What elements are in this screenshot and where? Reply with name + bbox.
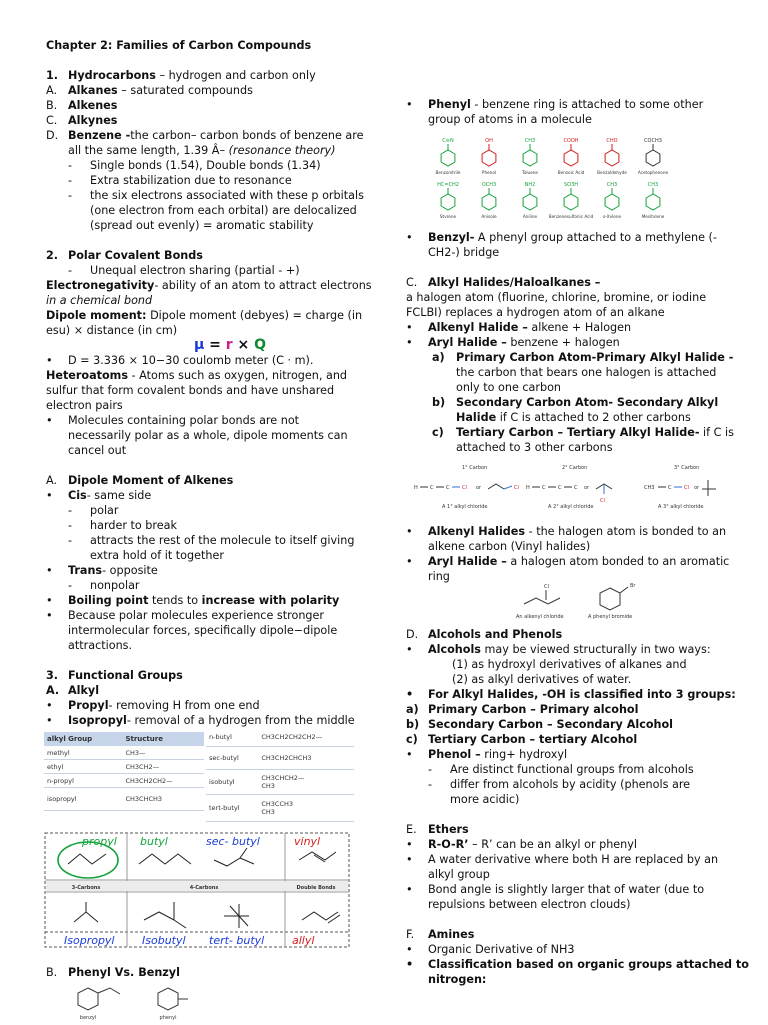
label-4-carbons: 4-Carbons: [189, 885, 219, 891]
svg-text:C: C: [558, 485, 562, 491]
svg-text:Br: Br: [630, 583, 636, 589]
table-row: isopropyl CH3CHCH3: [44, 788, 204, 811]
left-column: [46, 38, 372, 728]
table-row: isobutyl CH3CHCH2— CH3: [206, 770, 354, 795]
alcohols-way-2: (2) as alkyl derivatives of water.: [452, 673, 632, 686]
alkyl-heading: A. Alkyl: [46, 684, 100, 697]
svg-text:Cl: Cl: [514, 485, 519, 491]
benzene-sub1: - Single bonds (1.54), Double bonds (1.34): [68, 159, 321, 172]
molecules-line2: necessarily polar as a whole, dipole moments can: [68, 429, 348, 442]
water-derivative-bullet: • A water derivative where both H are replaced by an: [406, 853, 719, 866]
caption-3-chloride: A 3° alkyl chloride: [658, 504, 704, 510]
item-benzene: D. Benzene -the carbon– carbon bonds of benzene are: [46, 129, 364, 142]
substituent-label: COOH: [563, 138, 579, 144]
hand-isopropyl: Isopropyl: [64, 934, 115, 947]
svg-text:C: C: [668, 485, 672, 491]
dipole-moment: Dipole moment: Dipole moment (debyes) = charge (in: [46, 309, 363, 322]
heteroatoms-line3: electron pairs: [46, 399, 123, 412]
molecules-line3: cancel out: [68, 444, 127, 457]
compound-name: o-Xylene: [602, 214, 622, 218]
secondary-halide-line2: Halide if C is attached to 2 other carbons: [456, 411, 691, 424]
section-polar-bonds: 2. Polar Covalent Bonds: [46, 249, 203, 262]
because-line3: attractions.: [68, 639, 133, 652]
substituent-label: NH2: [524, 182, 536, 188]
phenol-bullet: • Phenol – ring+ hydroxyl: [406, 748, 568, 761]
alcohols-phenols-heading: D. Alcohols and Phenols: [406, 628, 563, 641]
substituent-label: COCH3: [644, 138, 662, 144]
alkyl-halides-heading: C. Alkyl Halides/Haloalkanes –: [406, 276, 601, 289]
dipole-moment-line2: esu) × distance (in cm): [46, 324, 178, 337]
tertiary-halide-item: c) Tertiary Carbon – Tertiary Alkyl Halide- if C is: [432, 426, 734, 439]
water-derivative-line2: alkyl group: [428, 868, 490, 881]
aryl-halide-line2: ring: [428, 570, 450, 583]
alkyl-sketch-svg: [44, 830, 350, 950]
substituent-label: C≡N: [442, 138, 454, 144]
table-row: sec-butyl CH3CH2CHCH3: [206, 747, 354, 770]
cis-sub3: - attracts the rest of the molecule to itself giving: [68, 534, 355, 547]
ror-bullet: • R-O-R’ – R’ can be an alkyl or phenyl: [406, 838, 637, 851]
vinyl-phenyl-svg: [512, 580, 660, 620]
svg-text:C: C: [574, 485, 578, 491]
tertiary-halide-line2: attached to 3 other carbons: [456, 441, 613, 454]
compound-name: Benzaldehyde: [597, 170, 627, 175]
substituent-label: OH: [485, 138, 493, 144]
alkyl-halides-oh-bullet: • For Alkyl Halides, -OH is classified into 3 groups:: [406, 688, 736, 701]
label-double-bonds: Double Bonds: [296, 885, 336, 891]
item-alkanes: A. Alkanes – saturated compounds: [46, 84, 253, 97]
compound-name: Aniline: [522, 214, 538, 218]
aryl-halide-bullet-2: • Aryl Halide – a halogen atom bonded to an aromatic: [406, 555, 730, 568]
compound-name: Styrene: [439, 214, 457, 218]
label-3-carbon: 3° Carbon: [674, 465, 700, 471]
label-3-carbons: 3-Carbons: [71, 885, 101, 891]
alcohols-way-1: (1) as hydroxyl derivatives of alkanes and: [452, 658, 687, 671]
amines-heading: F. Amines: [406, 928, 475, 941]
phenyl-line2: group of atoms in a molecule: [428, 113, 592, 126]
phenol-sub2-line2: more acidic): [450, 793, 520, 806]
phenol-sub2: - differ from alcohols by acidity (phenols are: [428, 778, 691, 791]
right-column-halides: [406, 524, 730, 584]
benzene-ring: [564, 194, 578, 210]
substituent-label: CHO: [606, 138, 618, 144]
molecules-bullet: • Molecules containing polar bonds are not: [46, 414, 300, 427]
benzene-ring: [441, 194, 455, 210]
alcohols-bullet: • Alcohols may be viewed structurally in two ways:: [406, 643, 711, 656]
benzyl-line2: CH2-) bridge: [428, 246, 500, 259]
heteroatoms-line2: sulfur that form covalent bonds and have unshared: [46, 384, 335, 397]
svg-text:or: or: [584, 485, 590, 491]
nh3-bullet: • Organic Derivative of NH3: [406, 943, 575, 956]
substituent-label: HC=CH2: [437, 182, 459, 188]
substituent-label: CH3: [606, 182, 618, 188]
bond-angle-line2: repulsions between electron clouds): [428, 898, 631, 911]
hand-sec-butyl: sec- butyl: [206, 835, 260, 848]
benzene-ring: [564, 150, 578, 166]
hand-propyl: propyl: [82, 835, 117, 848]
right-column-bottom: [406, 627, 749, 987]
phenyl-bullet: • Phenyl - benzene ring is attached to some other: [406, 98, 704, 111]
benzene-line2: all the same length, 1.39 Â– (resonance theory): [68, 144, 336, 157]
label-1-carbon: 1° Carbon: [462, 465, 488, 471]
compound-name: Benzonitrile: [435, 170, 461, 175]
bond-angle-bullet: • Bond angle is slightly larger that of water (due to: [406, 883, 705, 896]
benzene-ring: [646, 150, 660, 166]
isopropyl-bullet: • Isopropyl- removal of a hydrogen from the middle: [46, 714, 355, 727]
alcohol-group-a: a) Primary Carbon – Primary alcohol: [406, 703, 639, 716]
substituent-label: CH3: [647, 182, 659, 188]
svg-text:C: C: [542, 485, 546, 491]
svg-text:Cl: Cl: [462, 485, 467, 491]
benzyl-phenyl-svg: [70, 982, 220, 1022]
benzene-ring: [605, 150, 619, 166]
item-alkenes: B. Alkenes: [46, 99, 118, 112]
hand-vinyl: vinyl: [294, 835, 321, 848]
primary-halide-item: a) Primary Carbon Atom-Primary Alkyl Halide -: [432, 351, 734, 364]
hand-tert-butyl: tert- butyl: [209, 934, 265, 947]
svg-text:or: or: [476, 485, 482, 491]
compound-name: Benzoic Acid: [557, 170, 585, 175]
hand-isobutyl: Isobutyl: [142, 934, 186, 947]
caption-alkenyl-chloride: An alkenyl chloride: [516, 614, 564, 620]
primary-halide-line2: the carbon that bears one halogen is attached: [456, 366, 717, 379]
because-line2: intermolecular forces, specifically dipole−dipole: [68, 624, 338, 637]
svg-text:or: or: [694, 485, 700, 491]
caption-1-chloride: A 1° alkyl chloride: [442, 504, 488, 510]
classification-bullet: • Classification based on organic groups attached to: [406, 958, 749, 971]
vinyl-phenyl-halide-figure: [512, 580, 660, 620]
propyl-bullet: • Propyl- removing H from one end: [46, 699, 260, 712]
alkyl-chlorides-figure: [412, 460, 730, 512]
chapter-title: Chapter 2: Families of Carbon Compounds: [46, 39, 312, 52]
benzyl-phenyl-figure: [70, 982, 220, 1022]
debye-equation: • D = 3.336 × 10−30 coulomb meter (C · m).: [46, 354, 314, 367]
aryl-halide-bullet: • Aryl Halide – benzene + halogen: [406, 336, 620, 349]
phenyl-vs-benzyl-heading: B. Phenyl Vs. Benzyl: [46, 966, 180, 979]
classification-line2: nitrogen:: [428, 973, 487, 986]
substituent-label: SO3H: [563, 182, 579, 188]
ethers-heading: E. Ethers: [406, 823, 469, 836]
aromatic-compounds-figure: [430, 128, 680, 218]
col-structure: Structure: [122, 732, 204, 746]
substituent-label: OCH3: [481, 182, 497, 188]
benzyl-bullet: • Benzyl- A phenyl group attached to a methylene (-: [406, 231, 717, 244]
trans-sub1: - nonpolar: [68, 579, 140, 592]
cis-bullet: • Cis- same side: [46, 489, 152, 502]
right-column-top: [406, 97, 726, 127]
dipole-formula: μ = r × Q: [193, 337, 267, 353]
compound-name: Toluene: [521, 170, 539, 175]
benzene-ring: [523, 194, 537, 210]
svg-text:CH3: CH3: [644, 485, 655, 491]
alkyl-skeletal-sketch: [44, 830, 350, 950]
table-row: tert-butyl CH3CCH3 CH3: [206, 795, 354, 822]
benzene-sub3-line3: (spread out evenly) = aromatic stability: [90, 219, 314, 232]
hand-allyl: allyl: [292, 934, 315, 947]
benzene-ring: [646, 194, 660, 210]
benzene-sub3: - the six electrons associated with these p orbitals: [68, 189, 364, 202]
table-row: n-propyl CH3CH2CH2—: [44, 774, 204, 788]
benzene-sub2: - Extra stabilization due to resonance: [68, 174, 292, 187]
alkyl-chlorides-svg: [412, 460, 730, 512]
item-alkynes: C. Alkynes: [46, 114, 118, 127]
phenyl-caption: phenyl: [159, 1015, 177, 1021]
polar-sub1: - Unequal electron sharing (partial - +): [68, 264, 300, 277]
alcohol-group-c: c) Tertiary Carbon – tertiary Alcohol: [406, 733, 638, 746]
alkenyl-halides-bullet: • Alkenyl Halides - the halogen atom is bonded to an: [406, 525, 727, 538]
secondary-halide-item: b) Secondary Carbon Atom- Secondary Alkyl: [432, 396, 719, 409]
phenol-sub1: - Are distinct functional groups from alcohols: [428, 763, 694, 776]
benzene-ring: [605, 194, 619, 210]
section-functional-groups: 3. Functional Groups: [46, 669, 183, 682]
section-hydrocarbons: 1. Hydrocarbons – hydrogen and carbon only: [46, 69, 316, 82]
label-2-carbon: 2° Carbon: [562, 465, 588, 471]
caption-2-chloride: A 2° alkyl chloride: [548, 504, 594, 510]
alkenyl-halide-bullet: • Alkenyl Halide – alkene + Halogen: [406, 321, 632, 334]
svg-text:C: C: [430, 485, 434, 491]
dipole-alkenes-heading: A. Dipole Moment of Alkenes: [46, 474, 234, 487]
svg-text:H: H: [526, 485, 530, 491]
trans-bullet: • Trans- opposite: [46, 564, 158, 577]
benzene-ring: [441, 150, 455, 166]
compound-name: Benzenesulfonic Acid: [548, 214, 594, 218]
svg-text:C: C: [446, 485, 450, 491]
caption-phenyl-bromide: A phenyl bromide: [588, 614, 633, 620]
table-row: methyl CH3—: [44, 746, 204, 760]
benzene-sub3-line2: (one electron from each orbital) are delocalized: [90, 204, 357, 217]
boiling-point-bullet: • Boiling point tends to increase with polarity: [46, 594, 340, 607]
col-alkyl-group: alkyl Group: [44, 732, 122, 746]
compound-name: Phenol: [481, 170, 497, 175]
hand-butyl: butyl: [140, 835, 168, 848]
compound-name: Mesitylene: [641, 214, 665, 218]
electronegativity: Electronegativity- ability of an atom to attract electrons: [46, 279, 372, 292]
svg-text:Cl: Cl: [684, 485, 689, 491]
svg-text:Cl: Cl: [544, 584, 549, 590]
benzene-ring: [482, 194, 496, 210]
table-row: ethyl CH3CH2—: [44, 760, 204, 774]
electronegativity-line2: in a chemical bond: [46, 294, 153, 307]
heteroatoms: Heteroatoms - Atoms such as oxygen, nitrogen, and: [46, 369, 348, 382]
substituent-label: CH3: [524, 138, 536, 144]
benzene-ring: [482, 150, 496, 166]
compound-name: Anisole: [481, 214, 497, 218]
svg-text:H: H: [414, 485, 418, 491]
cis-sub1: - polar: [68, 504, 119, 517]
alcohol-group-b: b) Secondary Carbon – Secondary Alcohol: [406, 718, 673, 731]
table-row: n-butyl CH3CH2CH2CH2—: [206, 728, 354, 747]
svg-text:Cl: Cl: [600, 498, 605, 504]
aromatic-compounds-svg: [430, 128, 680, 218]
cis-sub3-line2: extra hold of it together: [90, 549, 224, 562]
alkyl-halides-line1: a halogen atom (fluorine, chlorine, bromine, or iodine: [406, 291, 707, 304]
compound-name: Acetophenone: [637, 170, 669, 175]
cis-sub2: - harder to break: [68, 519, 177, 532]
right-column-mid: [406, 230, 734, 455]
alkyl-halides-line2: FCLBI) replaces a hydrogen atom of an alkane: [406, 306, 665, 319]
benzyl-caption: benzyl: [79, 1015, 97, 1021]
benzene-ring: [523, 150, 537, 166]
alkenyl-halides-line2: alkene carbon (Vinyl halides): [428, 540, 591, 553]
alkyl-group-table: [44, 728, 354, 823]
because-bullet: • Because polar molecules experience stronger: [46, 609, 324, 622]
primary-halide-line3: only to one carbon: [456, 381, 562, 394]
